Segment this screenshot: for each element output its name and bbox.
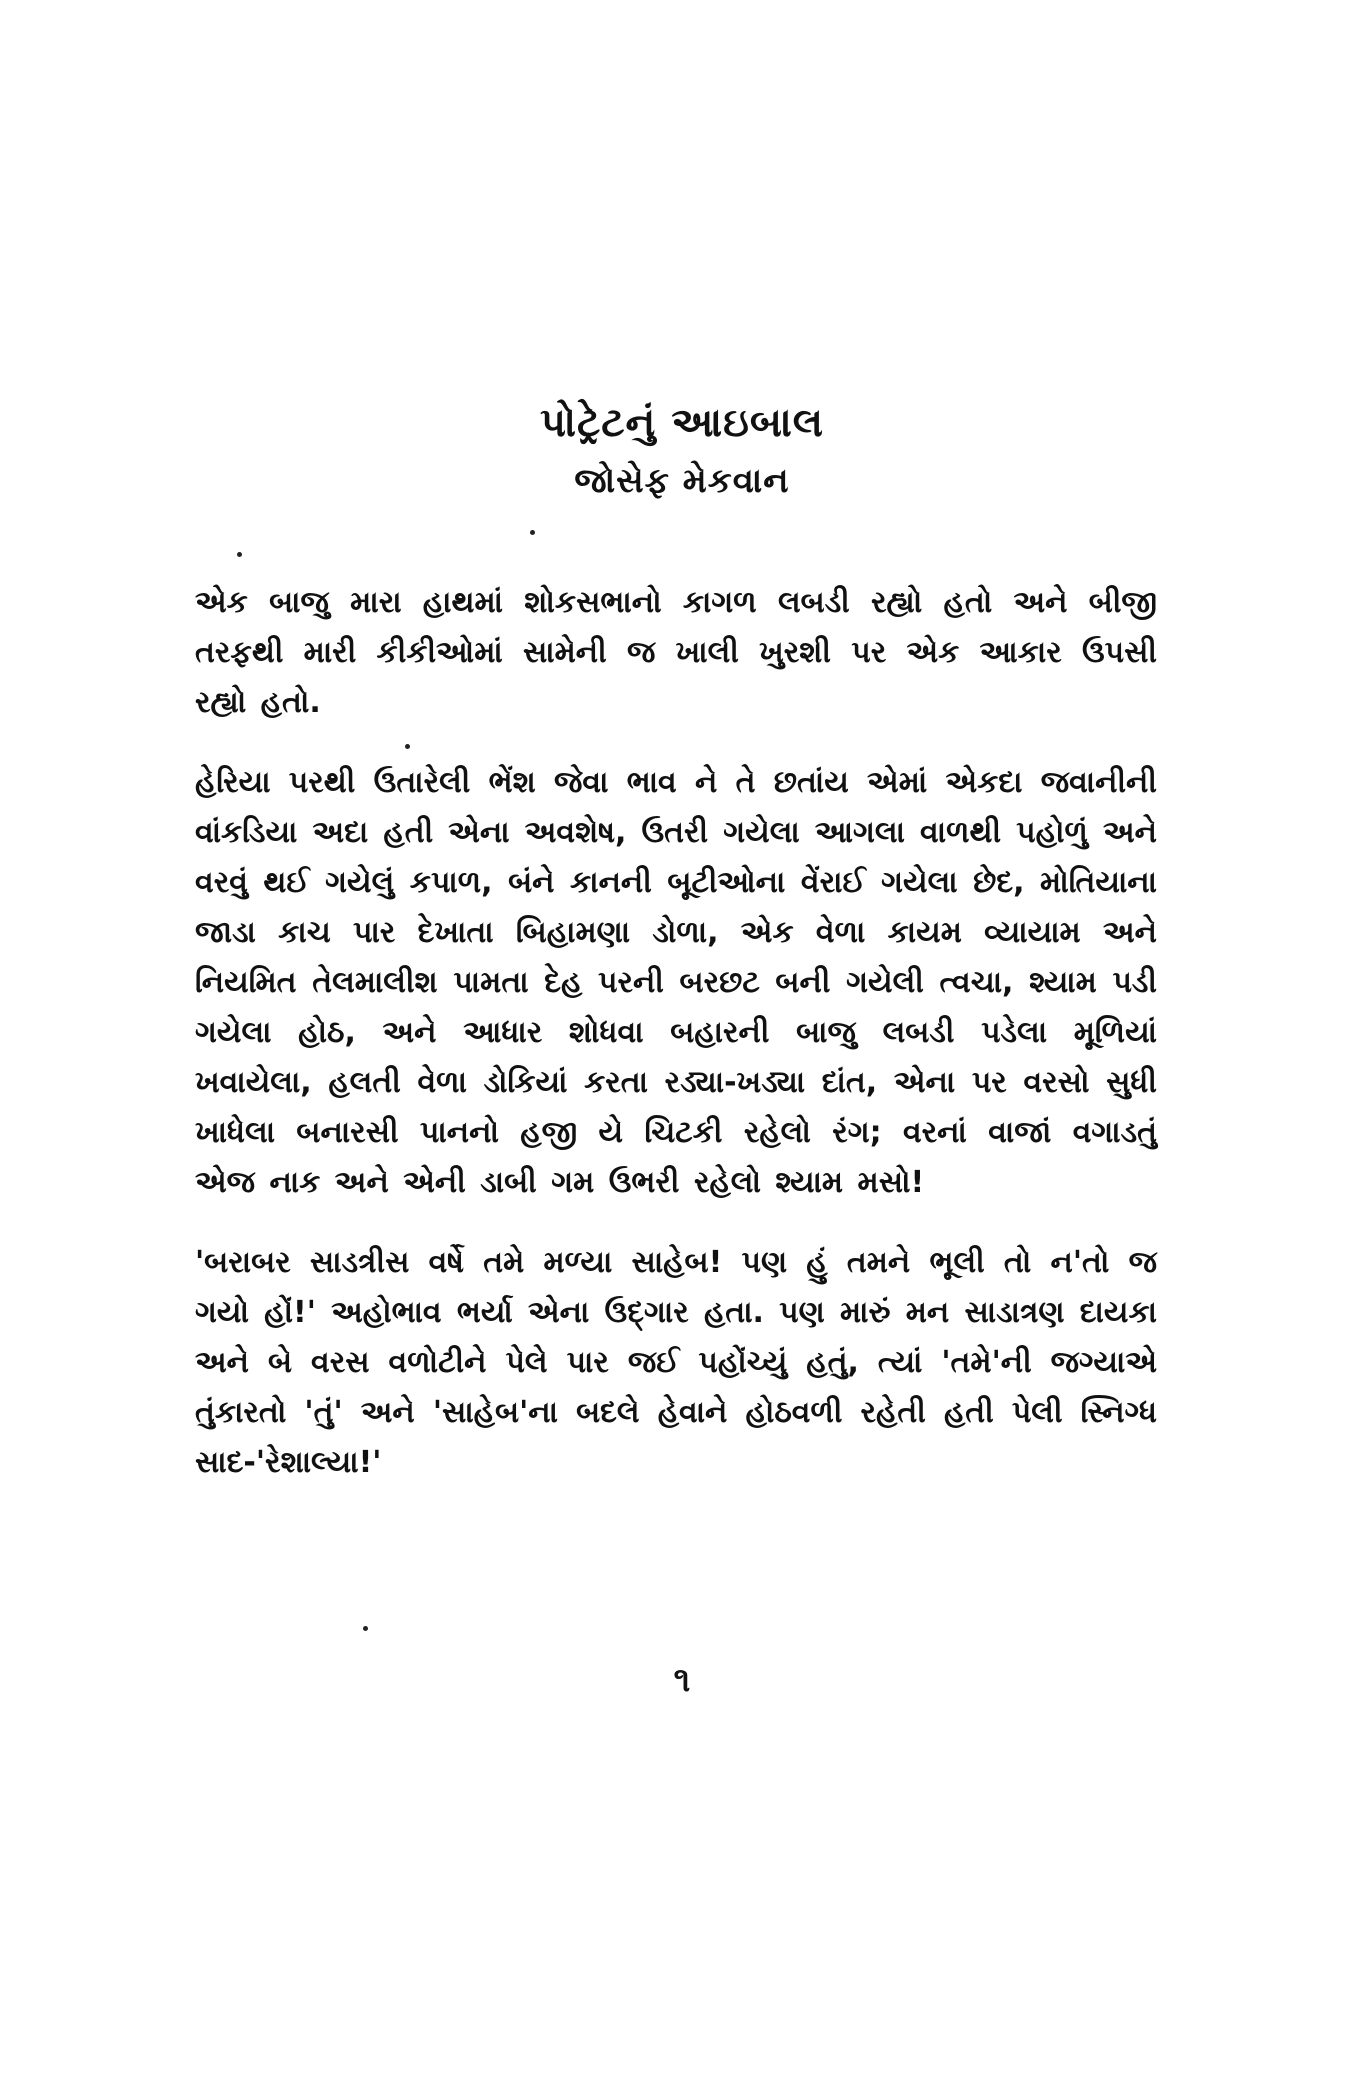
print-speck [530,530,535,535]
heading-block [0,395,1364,507]
paragraph-3: 'બરાબર સાડત્રીસ વર્ષે તમે મળ્યા સાહેબ! પણ હું તમને ભૂલી તો ન'તો જ ગયો હોં!' અહોભાવ ભર્યા એના ઉદ્ગાર હતા. પણ મારું મન સાડાત્રણ દાયકા અને બે વરસ વળોટીને પેલે પાર જઈ પહોંચ્યું હતું, ત્યાં 'તમે'ની જગ્યાએ તુંકારતો 'તું' અને 'સાહેબ'ના બદલે હેવાને હોઠવળી રહેતી હતી પેલી સ્નિગ્ધ સાદ-'રેશાલ્યા!' [195,1245,1157,1480]
paragraph-2: હેરિયા પરથી ઉતારેલી ભેંશ જેવા ભાવ ને તે છતાંય એમાં એકદા જવાનીની વાંકડિયા અદા હતી એના અવશેષ, ઉતરી ગયેલા આગલા વાળથી પહોળું અને વરવું થઈ ગયેલું કપાળ, બંને કાનની બૂટીઓના વેંરાઈ ગયેલા છેદ, મોતિયાના જાડા કાચ પાર દેખાતા બિહામણા ડોળા, એક વેળા કાયમ વ્યાયામ અને નિયમિત તેલમાલીશ પામતા દેહ પરની બરછટ બની ગયેલી ત્વચા, શ્યામ પડી ગયેલા હોઠ, અને આધાર શોધવા બહારની બાજુ લબડી પડેલા મૂળિયાં ખવાયેલા, હલતી વેળા ડોકિયાં કરતા રડ્યા-ખડ્યા દાંત, એના પર વરસો સુધી ખાધેલા બનારસી પાનનો હજી યે ચિટકી રહેલો રંગ; વરનાં વાજાં વગાડતું એજ નાક અને એની ડાબી ગમ ઉભરી રહેલો શ્યામ મસો! [195,765,1157,1200]
print-speck [405,744,410,749]
print-speck [237,552,242,557]
page-title: પોટ્રેટનું આઇબાલ [539,400,824,446]
page-number: ૧ [673,1660,691,1700]
author-name: જોસેફ મેકવાન [574,461,790,501]
body-text [195,578,1157,1518]
paragraph-1: એક બાજુ મારા હાથમાં શોકસભાનો કાગળ લબડી રહ્યો હતો અને બીજી તરફથી મારી કીકીઓમાં સામેની જ ખાલી ખુરશી પર એક આકાર ઉપસી રહ્યો હતો. [195,585,1157,720]
print-speck [363,1626,368,1631]
